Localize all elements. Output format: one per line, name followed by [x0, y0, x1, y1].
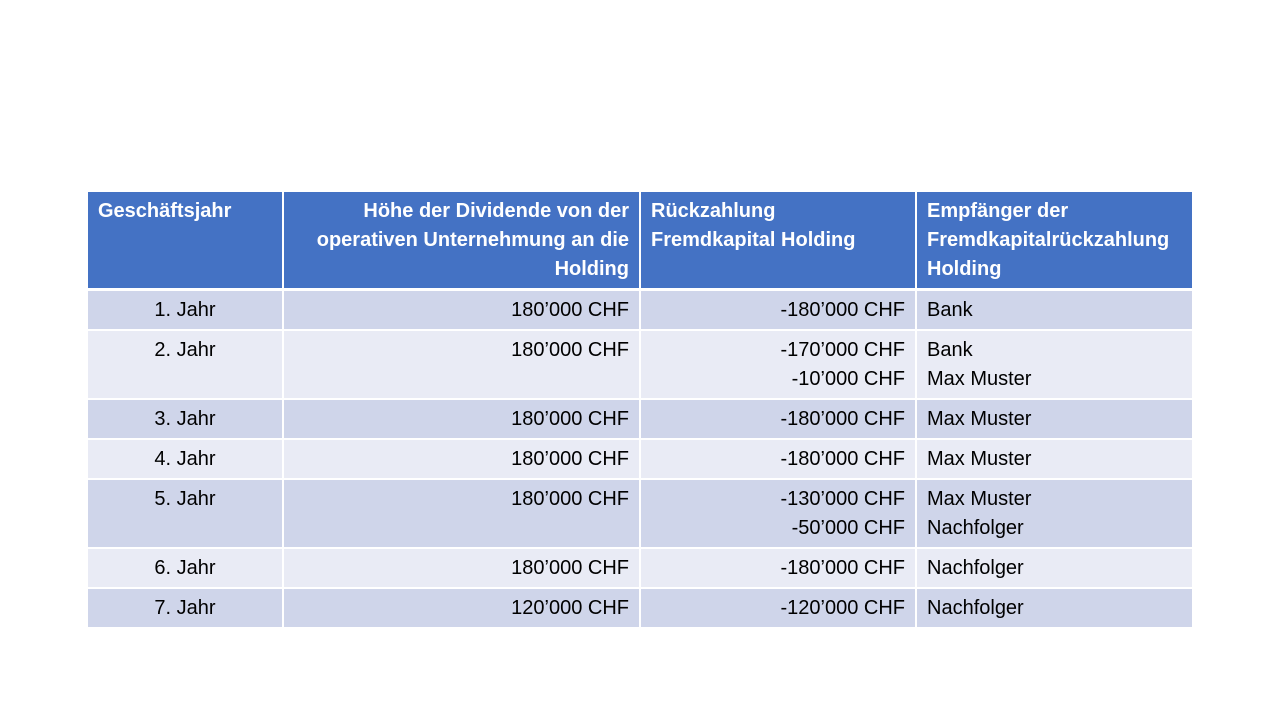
recipient-name: Nachfolger	[927, 517, 1024, 539]
cell-repayment	[640, 479, 916, 548]
header-repayment: Rückzahlung Fremdkapital Holding	[640, 192, 916, 290]
cell-repayment	[640, 548, 916, 588]
cell-fiscal-year: 5. Jahr	[88, 479, 283, 548]
cell-fiscal-year: 2. Jahr	[88, 330, 283, 399]
cell-recipient	[916, 548, 1192, 588]
cell-dividend: 180’000 CHF	[283, 479, 640, 548]
recipient-name: Bank	[927, 299, 973, 321]
cell-recipient	[916, 330, 1192, 399]
header-fiscal-year: Geschäftsjahr	[88, 192, 283, 290]
repayment-amount: -130’000 CHF	[780, 488, 905, 510]
cell-fiscal-year: 7. Jahr	[88, 588, 283, 627]
cell-dividend: 180’000 CHF	[283, 330, 640, 399]
table-row	[88, 548, 1192, 588]
repayment-amount: -180’000 CHF	[780, 448, 905, 470]
cell-fiscal-year: 1. Jahr	[88, 290, 283, 331]
table-row	[88, 330, 1192, 399]
recipient-name: Max Muster	[927, 368, 1032, 390]
cell-repayment	[640, 330, 916, 399]
table-row	[88, 290, 1192, 331]
recipient-name: Max Muster	[927, 448, 1032, 470]
cell-fiscal-year: 6. Jahr	[88, 548, 283, 588]
cell-dividend: 180’000 CHF	[283, 439, 640, 479]
cell-recipient	[916, 588, 1192, 627]
repayment-amount: -50’000 CHF	[791, 517, 905, 539]
recipient-name: Bank	[927, 339, 973, 361]
recipient-name: Max Muster	[927, 488, 1032, 510]
cell-recipient	[916, 290, 1192, 331]
table-row	[88, 399, 1192, 439]
cell-repayment	[640, 588, 916, 627]
header-dividend: Höhe der Dividende von der operativen Unternehmung an die Holding	[283, 192, 640, 290]
repayment-amount: -180’000 CHF	[780, 408, 905, 430]
cell-fiscal-year: 3. Jahr	[88, 399, 283, 439]
cell-fiscal-year: 4. Jahr	[88, 439, 283, 479]
recipient-name: Nachfolger	[927, 557, 1024, 579]
recipient-name: Max Muster	[927, 408, 1032, 430]
cell-dividend: 180’000 CHF	[283, 399, 640, 439]
cell-dividend: 180’000 CHF	[283, 290, 640, 331]
recipient-name: Nachfolger	[927, 597, 1024, 619]
table-header-row	[88, 192, 1192, 290]
cell-recipient	[916, 439, 1192, 479]
cell-dividend: 120’000 CHF	[283, 588, 640, 627]
table-row	[88, 588, 1192, 627]
cell-dividend: 180’000 CHF	[283, 548, 640, 588]
dividend-table	[88, 192, 1192, 627]
cell-recipient	[916, 479, 1192, 548]
cell-repayment	[640, 439, 916, 479]
repayment-amount: -180’000 CHF	[780, 557, 905, 579]
table-row	[88, 479, 1192, 548]
cell-repayment	[640, 399, 916, 439]
table-row	[88, 439, 1192, 479]
table-body	[88, 290, 1192, 628]
repayment-amount: -120’000 CHF	[780, 597, 905, 619]
cell-repayment	[640, 290, 916, 331]
repayment-amount: -10’000 CHF	[791, 368, 905, 390]
header-recipient: Empfänger der Fremdkapitalrückzahlung Holding	[916, 192, 1192, 290]
repayment-amount: -180’000 CHF	[780, 299, 905, 321]
repayment-amount: -170’000 CHF	[780, 339, 905, 361]
cell-recipient	[916, 399, 1192, 439]
